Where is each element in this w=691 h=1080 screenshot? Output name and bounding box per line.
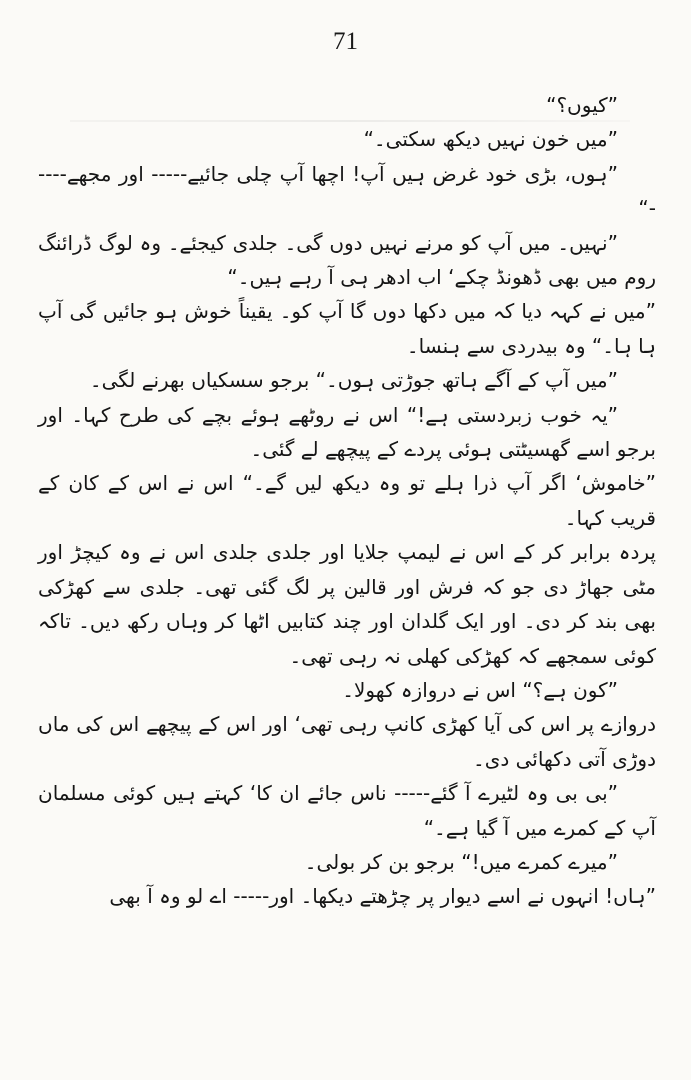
paragraph-8: ”خاموش‘ اگر آپ ذرا ہلے تو وہ دیکھ لیں گے۔“ اس نے اس کے کان کے قریب کہا۔ (38, 471, 656, 530)
paragraph-9: پردہ برابر کر کے اس نے لیمپ جلایا اور جلدی جلدی اس نے وہ کیچڑ اور مٹی جھاڑ دی جو کہ فرش اور قالین پر لگ گئی تھی۔ جلدی سے کھڑکی بھی بند کر دی۔ اور ایک گلدان اور چند کتابیں اٹھا کر وہاں رکھ دیں۔ تاکہ کوئی سمجھے کہ کھڑکی کھلی نہ رہی تھی۔ (38, 540, 656, 668)
paragraph-3: ”ہوں، بڑی خود غرض ہیں آپ! اچھا آپ چلی جائیے----- اور مجھے-----“ (38, 161, 656, 221)
paragraph-6: ”میں آپ کے آگے ہاتھ جوڑتی ہوں۔“ برجو سسکیاں بھرنے لگی۔ (89, 368, 618, 393)
paragraph-7: ”یہ خوب زبردستی ہے!“ اس نے روٹھے ہوئے بچے کی طرح کہا۔ اور برجو اسے گھسیٹتی ہوئی پردے کے پیچھے لے گئی۔ (38, 402, 656, 462)
paragraph-12: ”بی بی وہ لٹیرے آ گئے----- ناس جائے ان کا‘ کہتے ہیں کوئی مسلمان آپ کے کمرے میں آ گیا ہے۔“ (38, 781, 656, 840)
paragraph-13: ”میرے کمرے میں!“ برجو بن کر بولی۔ (304, 849, 618, 874)
paragraph-4: ”نہیں۔ میں آپ کو مرنے نہیں دوں گی۔ جلدی کیجئے۔ وہ لوگ ڈرائنگ روم میں بھی ڈھونڈ چکے‘ اب ادھر ہی آ رہے ہیں۔“ (38, 230, 656, 290)
paragraph-5: ”میں نے کہہ دیا کہ میں دکھا دوں گا آپ کو۔ یقیناً خوش ہو جائیں گی آپ ہا ہا۔“ وہ بیدردی سے ہنسا۔ (38, 299, 656, 358)
paragraph-11: دروازے پر اس کی آیا کھڑی کانپ رہی تھی‘ اور اس کے پیچھے اس کی ماں دوڑی آتی دکھائی دی۔ (38, 712, 656, 771)
page-number: 71 (333, 28, 358, 55)
paragraph-1: ”کیوں؟“ (546, 93, 618, 117)
paragraph-2: ”میں خون نہیں دیکھ سکتی۔“ (363, 127, 618, 152)
urdu-body-text (38, 88, 656, 914)
paragraph-14: ”ہاں! انہوں نے اسے دیوار پر چڑھتے دیکھا۔ اور----- اے لو وہ آ بھی (109, 884, 656, 909)
paragraph-10: ”کون ہے؟“ اس نے دروازہ کھولا۔ (342, 677, 618, 702)
